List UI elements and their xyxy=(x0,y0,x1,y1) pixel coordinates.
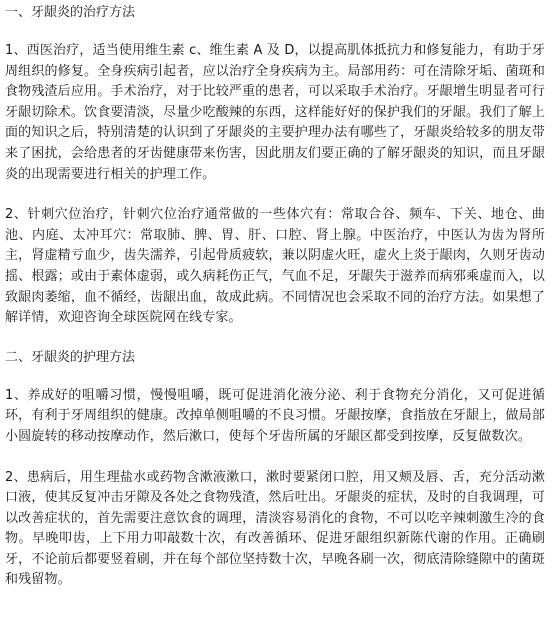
paragraph-western-treatment: 1、西医治疗，适当使用维生素 c、维生素 A 及 D，以提高肌体抵抗力和修复能力，有助于牙周组织的修复。全身疾病引起者，应以治疗全身疾病为主。局部用药：可在清除牙垢、菌斑和食物残渣后应用。手术治疗，对于比较严重的患者，可以采取手术治疗。牙龈增生明显者可行牙龈切除术。饮食要清淡，尽量少吃酸辣的东西，这样能好好的保护我们的牙龈。我们了解上面的知识之后，特别清楚的认识到了牙龈炎的主要护理办法有哪些了，牙龈炎给较多的朋友带来了困扰，会给患者的牙齿健康带来伤害，因此朋友们要正确的了解牙龈炎的知识，而且牙龈炎的出现需要进行相关的护理工作。 xyxy=(5,43,545,182)
paragraph-rinse-and-diet: 2、患病后，用生理盐水或药物含漱液漱口，漱时要紧闭口腔，用又颊及唇、舌，充分活动漱口液，使其反复冲击牙隙及各处之食物残渣，然后吐出。牙龈炎的症状，及时的自我调理，可以改善症状的，首先需要注意饮食的调理，清淡容易消化的食物，不可以吃辛辣刺激生冷的食物。早晚叩齿，上下用力叩敲数十次，有改善循环、促进牙龈组织新陈代谢的作用。正确刷牙，不论前后都要竖着刷，并在每个部位坚持数十次，早晚各刷一次，彻底清除缝隙中的菌斑和残留物。 xyxy=(5,469,545,588)
paragraph-chewing-habits: 1、养成好的咀嚼习惯，慢慢咀嚼，既可促进消化液分泌、利于食物充分消化，又可促进循环，有利于牙周组织的健康。改掉单侧咀嚼的不良习惯。牙龈按摩，食指放在牙龈上，做局部小圆旋转的移动按摩动作，然后漱口，使每个牙齿所属的牙龈区都受到按摩，反复做数次。 xyxy=(5,387,545,444)
section-heading-care: 二、牙龈炎的护理方法 xyxy=(5,349,136,365)
paragraph-acupuncture-treatment: 2、针刺穴位治疗，针刺穴位治疗通常做的一些体穴有：常取合谷、频车、下关、地仓、曲池、内庭、太冲耳穴：常取肺、脾、胃、肝、口腔、肾上腺。中医治疗，中医认为齿为肾所主，肾虚精亏血少，齿失濡养，引起骨质疲软，兼以阴虚火旺，虚火上炎于龈肉，久则牙齿动摇、根露；或由于素体虚弱，或久病耗伤正气，气血不足，牙龈失于滋养而病邪乘虚而入，以致龈肉萎缩，血不循经，齿龈出血，故成此病。不同情况也会采取不同的治疗方法。如果想了解详情，欢迎咨询全球医院网在线专家。 xyxy=(5,207,545,326)
section-heading-treatment: 一、牙龈炎的治疗方法 xyxy=(5,5,136,20)
article xyxy=(5,0,545,591)
